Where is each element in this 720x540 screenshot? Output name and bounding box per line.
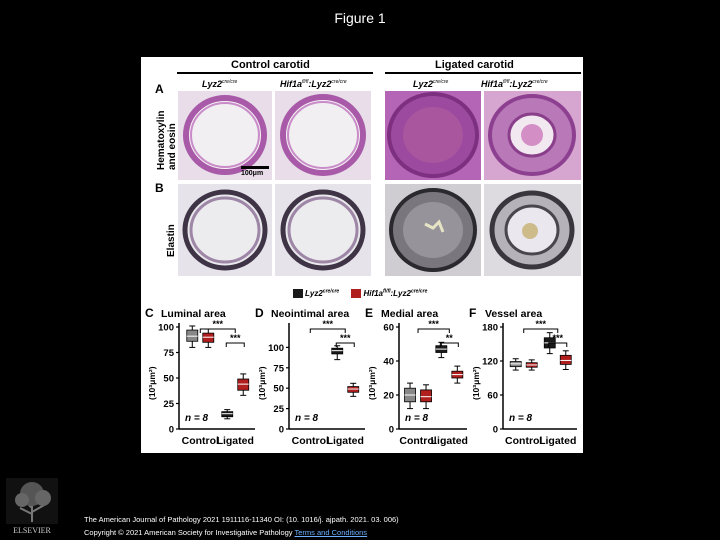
y-tick-label: 100 [158, 322, 174, 334]
panel-letter-b: B [155, 181, 164, 195]
scale-bar-label: 100μm [241, 170, 264, 177]
significance-label: *** [339, 333, 351, 343]
y-tick-label: 120 [482, 356, 498, 368]
legend-swatch-black [293, 289, 303, 298]
y-tick-label: 50 [163, 373, 174, 385]
elsevier-logo [6, 478, 58, 536]
x-category-label: Control [291, 435, 329, 447]
y-axis-label: (10³μm²) [367, 366, 377, 400]
legend-swatch-red [351, 289, 361, 298]
histology-elastin-control-lyz2 [178, 184, 272, 276]
header-ligated: Ligated carotid [435, 59, 514, 71]
x-category-label: Ligated [216, 435, 254, 447]
y-tick-label: 0 [388, 424, 394, 436]
y-tick-label: 0 [168, 424, 174, 436]
histology-elastin-ligated-hif1a [484, 184, 581, 276]
genotype-label-3: $Lyz2^{cre/cre}$ [413, 79, 449, 89]
box [421, 390, 432, 402]
box [187, 330, 198, 341]
significance-label: ** [445, 333, 453, 343]
citation-line: The American Journal of Pathology 2021 1911116-11340 OI: (10. 1016/j. ajpath. 2021. 03. 006) [84, 515, 399, 524]
histology-he-control-hif1a [275, 91, 371, 180]
n-label: n = 8 [185, 413, 209, 424]
y-tick-label: 75 [163, 348, 174, 359]
x-category-label: Ligated [326, 435, 364, 447]
y-tick-label: 25 [273, 404, 284, 416]
header-line-control [177, 72, 373, 74]
genotype-label-2: $Hif1a^{fl/fl}:Lyz2^{cre/cre}$ [280, 79, 347, 89]
x-category-label: Ligated [430, 435, 468, 447]
x-category-label: Control [399, 435, 437, 447]
x-category-label: Ligated [539, 435, 577, 447]
chart-title: Medial area [381, 308, 439, 320]
panel-letter-a: A [155, 82, 164, 96]
y-tick-label: 75 [273, 363, 284, 375]
significance-label: *** [229, 333, 241, 343]
histology-elastin-control-hif1a [275, 184, 371, 276]
histology-he-ligated-lyz2 [385, 91, 481, 180]
y-tick-label: 180 [482, 322, 498, 334]
box [560, 355, 571, 364]
y-tick-label: 0 [492, 424, 498, 436]
scale-bar [241, 166, 269, 169]
y-axis-label: (10³μm²) [471, 366, 481, 400]
legend-label-hif1a: $Hif1a^{fl/fl}:Lyz2^{cre/cre}$ [363, 288, 428, 298]
significance-bracket [418, 329, 449, 333]
chart-medial-area [363, 303, 473, 451]
elsevier-logo-text: ELSEVIER [13, 526, 51, 535]
n-label: n = 8 [405, 413, 429, 424]
figure-panel [141, 57, 583, 453]
y-tick-label: 50 [273, 383, 284, 395]
header-control: Control carotid [231, 59, 310, 71]
chart-title: Luminal area [161, 308, 226, 320]
y-tick-label: 60 [383, 322, 394, 334]
box [222, 412, 233, 417]
header-line-ligated [385, 72, 581, 74]
significance-bracket [336, 343, 354, 347]
y-tick-label: 40 [383, 356, 394, 368]
significance-label: *** [535, 319, 546, 329]
box [238, 379, 249, 390]
copyright-line: Copyright © 2021 American Society for Investigative Pathology Terms and Conditions [84, 528, 368, 537]
y-tick-label: 20 [383, 390, 394, 402]
genotype-label-1: $Lyz2^{cre/cre}$ [202, 79, 238, 89]
x-category-label: Control [181, 435, 219, 447]
box [203, 333, 214, 342]
significance-label: *** [212, 319, 224, 329]
significance-label: *** [322, 319, 334, 329]
chart-letter: F [469, 306, 477, 320]
n-label: n = 8 [509, 413, 533, 424]
terms-link[interactable]: Terms and Conditions [294, 528, 368, 537]
significance-label: *** [552, 333, 564, 343]
significance-label: *** [428, 319, 439, 329]
chart-neointimal-area [253, 303, 374, 451]
chart-letter: D [255, 306, 264, 320]
chart-title: Vessel area [485, 308, 543, 320]
legend [293, 288, 427, 298]
y-axis-label: (10³μm²) [257, 366, 267, 400]
chart-letter: C [145, 306, 154, 320]
legend-label-lyz2: $Lyz2^{cre/cre}$ [305, 288, 340, 298]
histology-elastin-ligated-lyz2 [385, 184, 481, 276]
significance-bracket [226, 343, 244, 347]
chart-luminal-area [143, 303, 261, 451]
n-label: n = 8 [295, 413, 319, 424]
genotype-label-4: $Hif1a^{fl/fl}:Lyz2^{cre/cre}$ [481, 79, 548, 89]
y-tick-label: 0 [278, 424, 284, 436]
row-label-elastin: Elastin [166, 224, 177, 257]
row-label-he: Hematoxylin and eosin [156, 110, 178, 170]
y-tick-label: 25 [163, 399, 174, 410]
chart-title: Neointimal area [271, 308, 350, 320]
y-axis-label: (10³μm²) [147, 366, 157, 400]
histology-he-ligated-hif1a [484, 91, 581, 180]
y-tick-label: 60 [487, 390, 498, 402]
slide-title: Figure 1 [334, 10, 386, 26]
chart-vessel-area [467, 303, 583, 451]
x-category-label: Control [505, 435, 543, 447]
chart-letter: E [365, 306, 374, 320]
y-tick-label: 100 [268, 342, 284, 354]
